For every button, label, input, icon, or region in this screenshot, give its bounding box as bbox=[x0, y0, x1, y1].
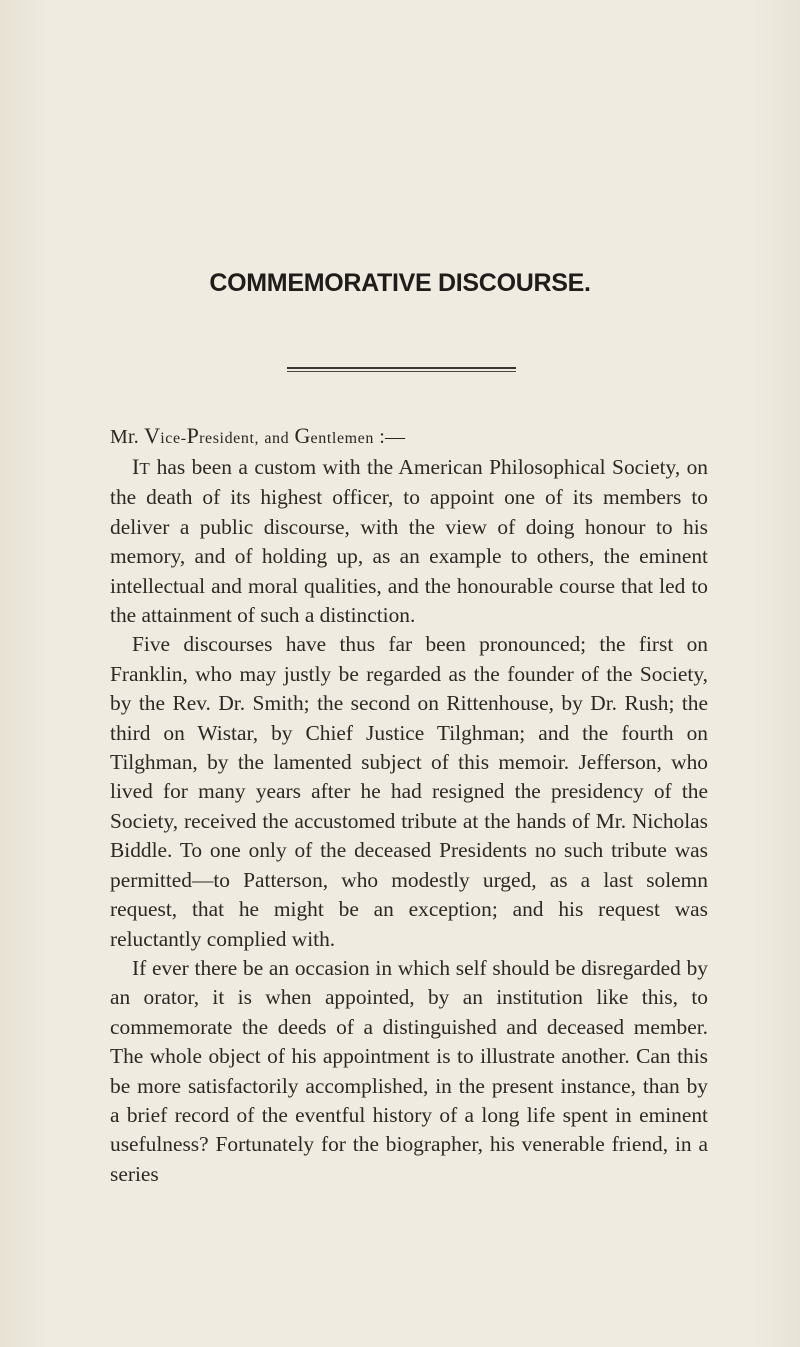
discourse-body bbox=[110, 452, 708, 1189]
paragraph-1-lead-initial: I bbox=[132, 454, 140, 479]
paragraph-1 bbox=[110, 452, 708, 630]
paragraph-1-lead-rest: T bbox=[139, 459, 151, 478]
salutation-mr: Mr. bbox=[110, 426, 139, 448]
salutation-g-initial: G bbox=[294, 423, 311, 448]
paragraph-2: Five discourses have thus far been pronounced; the first on Franklin, who may justly be regarded as the founder of the Society, by the Rev. Dr. Smith; the second on Rittenhouse, by Dr. Rush; the third on Wistar, by Chief Justice Tilghman; and the fourth on Tilghman, by the lamented subject of this memoir. Jefferson, who lived for many years after he had resigned the presidency of the Society, received the accustomed tribute at the hands of Mr. Nicholas Biddle. To one only of the deceased Presidents no such tribute was permitted—to Patterson, who modestly urged, as a last solemn request, that he might be an exception; and his request was reluctantly complied with. bbox=[110, 632, 708, 951]
salutation-pres-rest: resident, bbox=[199, 430, 260, 447]
salutation-suffix: :— bbox=[374, 426, 406, 448]
paragraph-3: If ever there be an occasion in which self should be disregarded by an orator, it is when appointed, by an institution like this, to commemorate the deeds of a distinguished and deceased member. The whole object of his appointment is to illustrate another. Can this be more satisfactorily accomplished, in the present instance, than by a brief record of the eventful history of a long life spent in eminent usefulness? Fortunately for the biographer, his venerable friend, in a series bbox=[110, 955, 708, 1186]
page-title: COMMEMORATIVE DISCOURSE. bbox=[209, 269, 591, 297]
title-divider bbox=[287, 367, 516, 374]
divider-line-thick bbox=[287, 367, 516, 369]
paragraph-1-text: has been a custom with the American Philosophical Society, on the death of its highest officer, to appoint one of its members to deliver a public discourse, with the view of doing honour to his memory, and of holding up, as an example to others, the eminent intellectual and moral qualities, and the honourable course that led to the attainment of such a distinction. bbox=[110, 455, 708, 628]
salutation-and: and bbox=[264, 430, 290, 447]
salutation-pres-initial: P bbox=[186, 423, 200, 448]
salutation-vp-initial: V bbox=[144, 423, 161, 448]
salutation-vp-rest: ice- bbox=[160, 430, 187, 447]
salutation-g-rest: entlemen bbox=[310, 430, 374, 447]
salutation bbox=[110, 423, 405, 449]
divider-line-thin bbox=[287, 371, 516, 372]
